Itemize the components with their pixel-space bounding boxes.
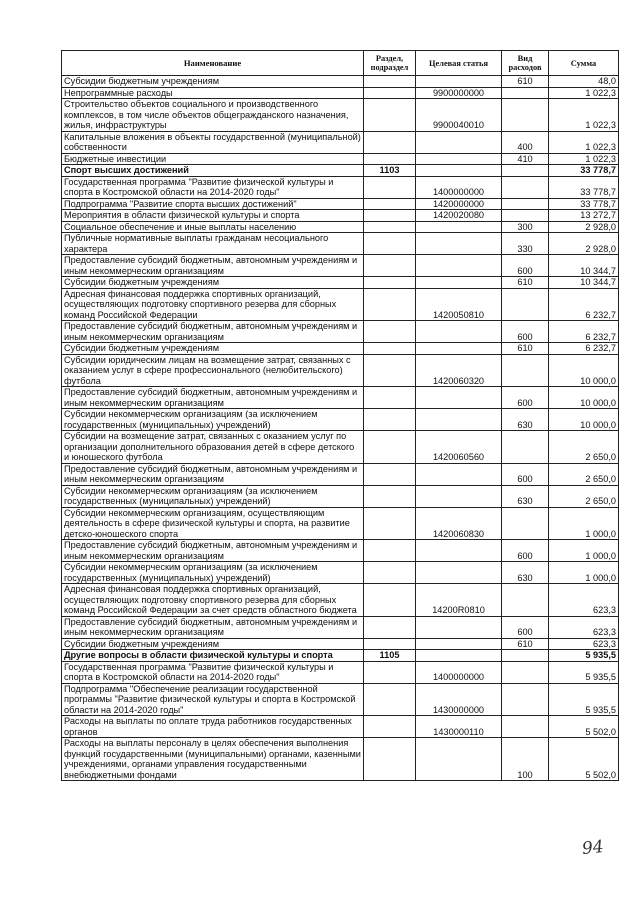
row-target-cell: [416, 255, 502, 277]
row-target-cell: [416, 616, 502, 638]
row-name-cell: Государственная программа "Развитие физической культуры и спорта в Костромской области на 2014-2020 годы": [62, 661, 364, 683]
row-section-cell: [364, 463, 416, 485]
row-name-cell: Предоставление субсидий бюджетным, автономным учреждениям и иным некоммерческим организациям: [62, 616, 364, 638]
row-expense-cell: 610: [502, 277, 549, 289]
row-name-cell: Субсидии некоммерческим организациям (за исключением государственных (муниципальных) учреждений): [62, 409, 364, 431]
row-target-cell: 14200R0810: [416, 584, 502, 617]
row-expense-cell: 610: [502, 343, 549, 355]
table-row: [62, 288, 619, 321]
row-name-cell: Субсидии некоммерческим организациям, осуществляющим деятельность в сфере физической культуры и спорта, на развитие детско-юношеского спорта: [62, 507, 364, 540]
row-expense-cell: 600: [502, 387, 549, 409]
row-expense-cell: [502, 176, 549, 198]
budget-table: [61, 50, 619, 781]
row-section-cell: [364, 76, 416, 88]
row-expense-cell: [502, 431, 549, 464]
row-name-cell: Предоставление субсидий бюджетным, автономным учреждениям и иным некоммерческим организациям: [62, 255, 364, 277]
row-target-cell: [416, 221, 502, 233]
row-section-cell: [364, 288, 416, 321]
row-name-cell: Субсидии бюджетным учреждениям: [62, 343, 364, 355]
row-name-cell: Расходы на выплаты персоналу в целях обеспечения выполнения функций государственными (муниципальными) органами, казенными учреждениями, органами управления государственными внебюджетными фондами: [62, 738, 364, 781]
row-sum-cell: 2 928,0: [549, 221, 619, 233]
row-sum-cell: 48,0: [549, 76, 619, 88]
table-row: [62, 738, 619, 781]
row-sum-cell: 10 000,0: [549, 409, 619, 431]
row-expense-cell: [502, 87, 549, 99]
row-expense-cell: 600: [502, 540, 549, 562]
row-target-cell: [416, 233, 502, 255]
row-sum-cell: 1 000,0: [549, 562, 619, 584]
row-section-cell: [364, 198, 416, 210]
row-section-cell: [364, 638, 416, 650]
row-name-cell: Предоставление субсидий бюджетным, автономным учреждениям и иным некоммерческим организациям: [62, 321, 364, 343]
row-expense-cell: 610: [502, 638, 549, 650]
table-row: [62, 485, 619, 507]
row-target-cell: [416, 165, 502, 177]
row-target-cell: 1420000000: [416, 198, 502, 210]
row-name-cell: Расходы на выплаты по оплате труда работников государственных органов: [62, 716, 364, 738]
row-target-cell: [416, 321, 502, 343]
row-target-cell: [416, 638, 502, 650]
row-section-cell: [364, 176, 416, 198]
table-row: [62, 198, 619, 210]
row-expense-cell: 330: [502, 233, 549, 255]
row-name-cell: Другие вопросы в области физической культуры и спорта: [62, 650, 364, 662]
row-expense-cell: [502, 507, 549, 540]
row-expense-cell: 300: [502, 221, 549, 233]
row-sum-cell: 623,3: [549, 616, 619, 638]
table-row: [62, 176, 619, 198]
table-row: [62, 650, 619, 662]
row-sum-cell: 5 502,0: [549, 716, 619, 738]
row-name-cell: Подпрограмма "Обеспечение реализации государственной программы "Развитие физической культуры и спорта в Костромской области на 2014-2020 годы": [62, 683, 364, 716]
table-row: [62, 210, 619, 222]
row-target-cell: [416, 131, 502, 153]
row-section-cell: [364, 343, 416, 355]
row-expense-cell: 610: [502, 76, 549, 88]
row-sum-cell: 6 232,7: [549, 343, 619, 355]
row-sum-cell: 5 935,5: [549, 650, 619, 662]
table-row: [62, 507, 619, 540]
row-section-cell: [364, 354, 416, 387]
row-section-cell: [364, 716, 416, 738]
row-section-cell: [364, 233, 416, 255]
row-target-cell: [416, 76, 502, 88]
header-name: Наименование: [62, 51, 364, 76]
row-name-cell: Субсидии бюджетным учреждениям: [62, 277, 364, 289]
row-expense-cell: [502, 210, 549, 222]
row-target-cell: 1420020080: [416, 210, 502, 222]
row-name-cell: Социальное обеспечение и иные выплаты населению: [62, 221, 364, 233]
row-section-cell: [364, 431, 416, 464]
header-section: Раздел, подраздел: [364, 51, 416, 76]
row-name-cell: Предоставление субсидий бюджетным, автономным учреждениям и иным некоммерческим организациям: [62, 387, 364, 409]
table-header: [62, 51, 619, 76]
row-target-cell: [416, 650, 502, 662]
row-name-cell: Государственная программа "Развитие физической культуры и спорта в Костромской области на 2014-2020 годы": [62, 176, 364, 198]
row-sum-cell: 13 272,7: [549, 210, 619, 222]
row-target-cell: [416, 463, 502, 485]
row-section-cell: [364, 562, 416, 584]
table-row: [62, 255, 619, 277]
table-row: [62, 409, 619, 431]
table-row: [62, 387, 619, 409]
row-expense-cell: [502, 165, 549, 177]
row-section-cell: [364, 507, 416, 540]
row-name-cell: Мероприятия в области физической культуры и спорта: [62, 210, 364, 222]
row-sum-cell: 1 022,3: [549, 99, 619, 132]
row-name-cell: Адресная финансовая поддержка спортивных организаций, осуществляющих подготовку спортивного резерва для сборных команд Российской Федерации за счет средств областного бюджета: [62, 584, 364, 617]
row-expense-cell: [502, 683, 549, 716]
row-sum-cell: 33 778,7: [549, 165, 619, 177]
row-name-cell: Бюджетные инвестиции: [62, 153, 364, 165]
row-target-cell: 1420060830: [416, 507, 502, 540]
row-section-cell: [364, 131, 416, 153]
row-expense-cell: 400: [502, 131, 549, 153]
table-row: [62, 99, 619, 132]
row-name-cell: Субсидии некоммерческим организациям (за исключением государственных (муниципальных) учреждений): [62, 485, 364, 507]
table-row: [62, 277, 619, 289]
row-target-cell: [416, 540, 502, 562]
row-name-cell: Непрограммные расходы: [62, 87, 364, 99]
table-row: [62, 165, 619, 177]
row-target-cell: [416, 562, 502, 584]
table-row: [62, 233, 619, 255]
row-sum-cell: 1 022,3: [549, 87, 619, 99]
row-section-cell: [364, 409, 416, 431]
row-sum-cell: 10 000,0: [549, 354, 619, 387]
row-sum-cell: 5 935,5: [549, 661, 619, 683]
table-row: [62, 131, 619, 153]
row-name-cell: Субсидии некоммерческим организациям (за исключением государственных (муниципальных) учреждений): [62, 562, 364, 584]
row-target-cell: 1420060560: [416, 431, 502, 464]
row-expense-cell: [502, 650, 549, 662]
table-row: [62, 683, 619, 716]
table-row: [62, 221, 619, 233]
row-section-cell: [364, 153, 416, 165]
row-target-cell: 9900000000: [416, 87, 502, 99]
table-row: [62, 584, 619, 617]
row-name-cell: Публичные нормативные выплаты гражданам несоциального характера: [62, 233, 364, 255]
row-expense-cell: [502, 354, 549, 387]
row-name-cell: Капитальные вложения в объекты государственной (муниципальной) собственности: [62, 131, 364, 153]
row-name-cell: Субсидии бюджетным учреждениям: [62, 76, 364, 88]
row-sum-cell: 6 232,7: [549, 321, 619, 343]
table-row: [62, 431, 619, 464]
row-sum-cell: 5 502,0: [549, 738, 619, 781]
row-expense-cell: [502, 288, 549, 321]
row-expense-cell: 600: [502, 616, 549, 638]
row-sum-cell: 2 650,0: [549, 431, 619, 464]
table-body: [62, 76, 619, 781]
row-section-cell: 1103: [364, 165, 416, 177]
row-sum-cell: 5 935,5: [549, 683, 619, 716]
row-section-cell: [364, 277, 416, 289]
row-target-cell: 1420050810: [416, 288, 502, 321]
row-section-cell: 1105: [364, 650, 416, 662]
row-section-cell: [364, 210, 416, 222]
row-name-cell: Подпрограмма "Развитие спорта высших достижений": [62, 198, 364, 210]
row-name-cell: Спорт высших достижений: [62, 165, 364, 177]
row-name-cell: Адресная финансовая поддержка спортивных организаций, осуществляющих подготовку спортивного резерва для сборных команд Российской Федерации: [62, 288, 364, 321]
table-row: [62, 463, 619, 485]
table-row: [62, 661, 619, 683]
row-sum-cell: 2 650,0: [549, 463, 619, 485]
row-expense-cell: 600: [502, 255, 549, 277]
row-target-cell: 1430000000: [416, 683, 502, 716]
header-sum: Сумма: [549, 51, 619, 76]
row-expense-cell: [502, 198, 549, 210]
row-section-cell: [364, 321, 416, 343]
row-section-cell: [364, 661, 416, 683]
row-expense-cell: 600: [502, 463, 549, 485]
row-expense-cell: [502, 716, 549, 738]
row-expense-cell: 630: [502, 409, 549, 431]
row-expense-cell: 600: [502, 321, 549, 343]
row-section-cell: [364, 255, 416, 277]
table-row: [62, 87, 619, 99]
row-name-cell: Предоставление субсидий бюджетным, автономным учреждениям и иным некоммерческим организациям: [62, 463, 364, 485]
table-row: [62, 153, 619, 165]
row-sum-cell: 2 650,0: [549, 485, 619, 507]
row-target-cell: [416, 738, 502, 781]
row-target-cell: 9900040010: [416, 99, 502, 132]
row-sum-cell: 33 778,7: [549, 176, 619, 198]
row-name-cell: Строительство объектов социального и производственного комплексов, в том числе объектов общегражданского назначения, жилья, инфраструктуры: [62, 99, 364, 132]
row-target-cell: 1430000110: [416, 716, 502, 738]
row-section-cell: [364, 584, 416, 617]
page-number: 94: [581, 836, 605, 860]
row-name-cell: Субсидии на возмещение затрат, связанных с оказанием услуг по организации дополнительного образования детей в сфере детского и юношеского футбола: [62, 431, 364, 464]
row-sum-cell: 33 778,7: [549, 198, 619, 210]
row-expense-cell: 100: [502, 738, 549, 781]
row-section-cell: [364, 683, 416, 716]
row-target-cell: [416, 387, 502, 409]
row-section-cell: [364, 485, 416, 507]
row-sum-cell: 1 022,3: [549, 131, 619, 153]
table-row: [62, 321, 619, 343]
header-expense: Вид расходов: [502, 51, 549, 76]
row-name-cell: Предоставление субсидий бюджетным, автономным учреждениям и иным некоммерческим организациям: [62, 540, 364, 562]
row-expense-cell: [502, 661, 549, 683]
row-target-cell: [416, 485, 502, 507]
row-target-cell: 1420060320: [416, 354, 502, 387]
row-sum-cell: 623,3: [549, 638, 619, 650]
table-row: [62, 76, 619, 88]
row-target-cell: [416, 343, 502, 355]
row-sum-cell: 1 000,0: [549, 507, 619, 540]
row-sum-cell: 623,3: [549, 584, 619, 617]
row-section-cell: [364, 738, 416, 781]
table-row: [62, 638, 619, 650]
row-expense-cell: [502, 584, 549, 617]
row-target-cell: 1400000000: [416, 661, 502, 683]
row-sum-cell: 1 022,3: [549, 153, 619, 165]
row-expense-cell: 410: [502, 153, 549, 165]
row-sum-cell: 1 000,0: [549, 540, 619, 562]
row-name-cell: Субсидии юридическим лицам на возмещение затрат, связанных с оказанием услуг в сфере профессионального (нелюбительского) футбола: [62, 354, 364, 387]
row-sum-cell: 2 928,0: [549, 233, 619, 255]
row-sum-cell: 10 344,7: [549, 255, 619, 277]
row-target-cell: [416, 409, 502, 431]
row-expense-cell: 630: [502, 562, 549, 584]
row-sum-cell: 10 344,7: [549, 277, 619, 289]
header-target: Целевая статья: [416, 51, 502, 76]
row-expense-cell: [502, 99, 549, 132]
table-row: [62, 562, 619, 584]
table-row: [62, 616, 619, 638]
row-section-cell: [364, 99, 416, 132]
row-section-cell: [364, 87, 416, 99]
row-section-cell: [364, 387, 416, 409]
table-row: [62, 540, 619, 562]
row-sum-cell: 6 232,7: [549, 288, 619, 321]
row-target-cell: 1400000000: [416, 176, 502, 198]
row-target-cell: [416, 153, 502, 165]
table-row: [62, 716, 619, 738]
row-sum-cell: 10 000,0: [549, 387, 619, 409]
row-section-cell: [364, 540, 416, 562]
row-target-cell: [416, 277, 502, 289]
row-section-cell: [364, 221, 416, 233]
row-expense-cell: 630: [502, 485, 549, 507]
row-name-cell: Субсидии бюджетным учреждениям: [62, 638, 364, 650]
table-row: [62, 354, 619, 387]
table-row: [62, 343, 619, 355]
row-section-cell: [364, 616, 416, 638]
